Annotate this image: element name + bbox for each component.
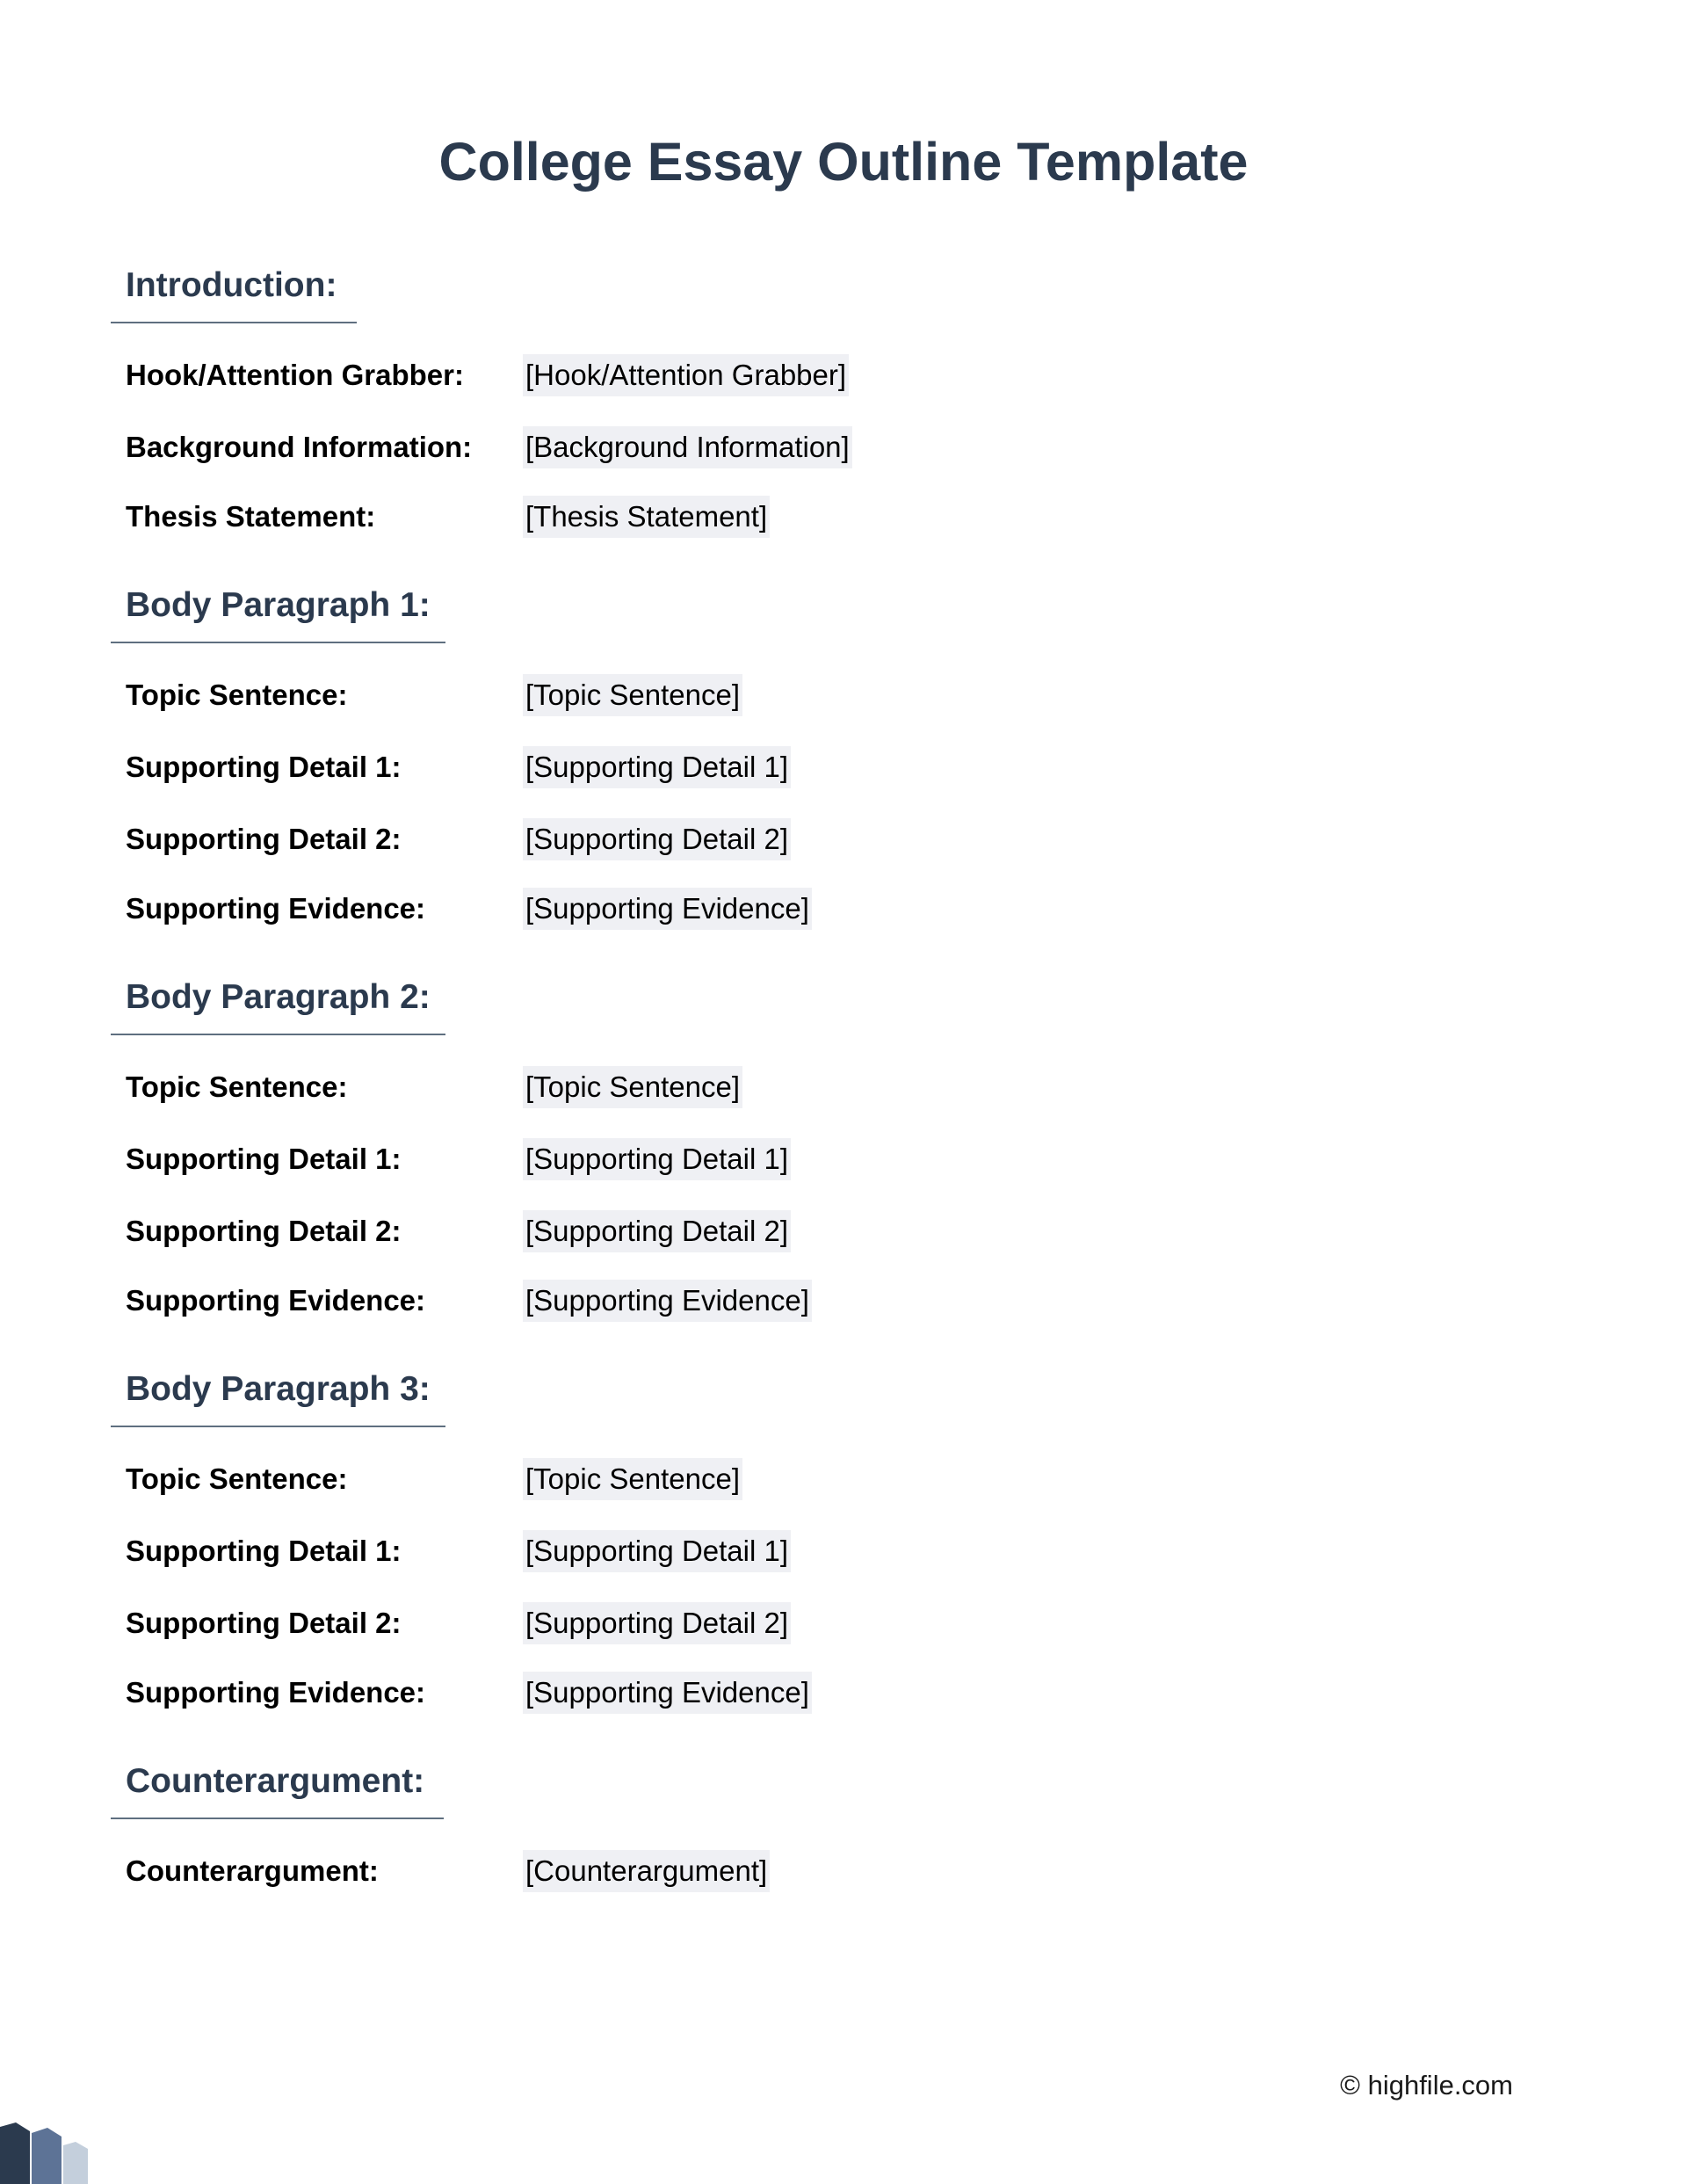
section-body-paragraph-2 <box>111 972 1587 1334</box>
section-rows <box>111 339 1587 550</box>
field-label: Topic Sentence: <box>126 1070 348 1103</box>
field-value[interactable]: [Supporting Detail 2] <box>523 818 791 860</box>
field-row <box>111 1659 1587 1726</box>
section-counterargument <box>111 1756 1587 1907</box>
section-heading: Body Paragraph 1: <box>111 580 445 643</box>
field-value[interactable]: [Supporting Evidence] <box>523 888 812 930</box>
field-value[interactable]: [Supporting Detail 1] <box>523 746 791 788</box>
field-label: Supporting Detail 2: <box>126 1607 402 1639</box>
field-value[interactable]: [Topic Sentence] <box>523 1458 742 1500</box>
section-heading: Body Paragraph 3: <box>111 1364 445 1427</box>
field-label: Supporting Detail 1: <box>126 1143 402 1175</box>
field-value[interactable]: [Supporting Detail 1] <box>523 1530 791 1572</box>
field-row <box>111 803 1587 875</box>
field-row <box>111 731 1587 803</box>
outline-sections <box>111 260 1587 1907</box>
section-heading: Counterargument: <box>111 1756 444 1819</box>
field-value[interactable]: [Supporting Detail 2] <box>523 1210 791 1252</box>
field-value[interactable]: [Supporting Evidence] <box>523 1280 812 1322</box>
field-row <box>111 1515 1587 1587</box>
field-label: Topic Sentence: <box>126 678 348 711</box>
section-rows <box>111 659 1587 942</box>
section-introduction <box>111 260 1587 550</box>
field-row <box>111 1587 1587 1659</box>
field-value[interactable]: [Hook/Attention Grabber] <box>523 354 849 396</box>
section-rows <box>111 1835 1587 1907</box>
field-row <box>111 1267 1587 1334</box>
copyright-notice: © highfile.com <box>1340 2070 1513 2101</box>
field-value[interactable]: [Supporting Detail 1] <box>523 1138 791 1180</box>
field-label: Topic Sentence: <box>126 1462 348 1495</box>
field-value[interactable]: [Supporting Detail 2] <box>523 1602 791 1644</box>
field-row <box>111 1051 1587 1123</box>
page-title: College Essay Outline Template <box>438 132 1249 192</box>
section-body-paragraph-1 <box>111 580 1587 942</box>
field-value[interactable]: [Topic Sentence] <box>523 674 742 716</box>
field-value[interactable]: [Supporting Evidence] <box>523 1672 812 1714</box>
field-label: Supporting Detail 2: <box>126 823 402 855</box>
field-row <box>111 1835 1587 1907</box>
field-value[interactable]: [Thesis Statement] <box>523 496 770 538</box>
field-label: Thesis Statement: <box>126 500 376 533</box>
field-label: Counterargument: <box>126 1854 379 1887</box>
field-value[interactable]: [Topic Sentence] <box>523 1066 742 1108</box>
section-rows <box>111 1051 1587 1334</box>
field-value[interactable]: [Background Information] <box>523 426 852 468</box>
field-label: Supporting Evidence: <box>126 892 426 925</box>
field-label: Supporting Detail 2: <box>126 1215 402 1247</box>
field-row <box>111 1123 1587 1195</box>
field-label: Supporting Detail 1: <box>126 1535 402 1567</box>
section-heading: Introduction: <box>111 260 357 323</box>
field-value[interactable]: [Counterargument] <box>523 1850 770 1892</box>
field-label: Supporting Detail 1: <box>126 751 402 783</box>
field-row <box>111 875 1587 942</box>
highfile-logo-icon <box>0 2122 91 2184</box>
field-label: Hook/Attention Grabber: <box>126 359 464 391</box>
field-row <box>111 483 1587 550</box>
section-body-paragraph-3 <box>111 1364 1587 1726</box>
field-label: Background Information: <box>126 431 473 463</box>
section-heading: Body Paragraph 2: <box>111 972 445 1035</box>
section-rows <box>111 1443 1587 1726</box>
field-row <box>111 659 1587 731</box>
field-row <box>111 411 1587 483</box>
field-row <box>111 339 1587 411</box>
field-row <box>111 1443 1587 1515</box>
field-label: Supporting Evidence: <box>126 1284 426 1317</box>
field-label: Supporting Evidence: <box>126 1676 426 1709</box>
field-row <box>111 1195 1587 1267</box>
